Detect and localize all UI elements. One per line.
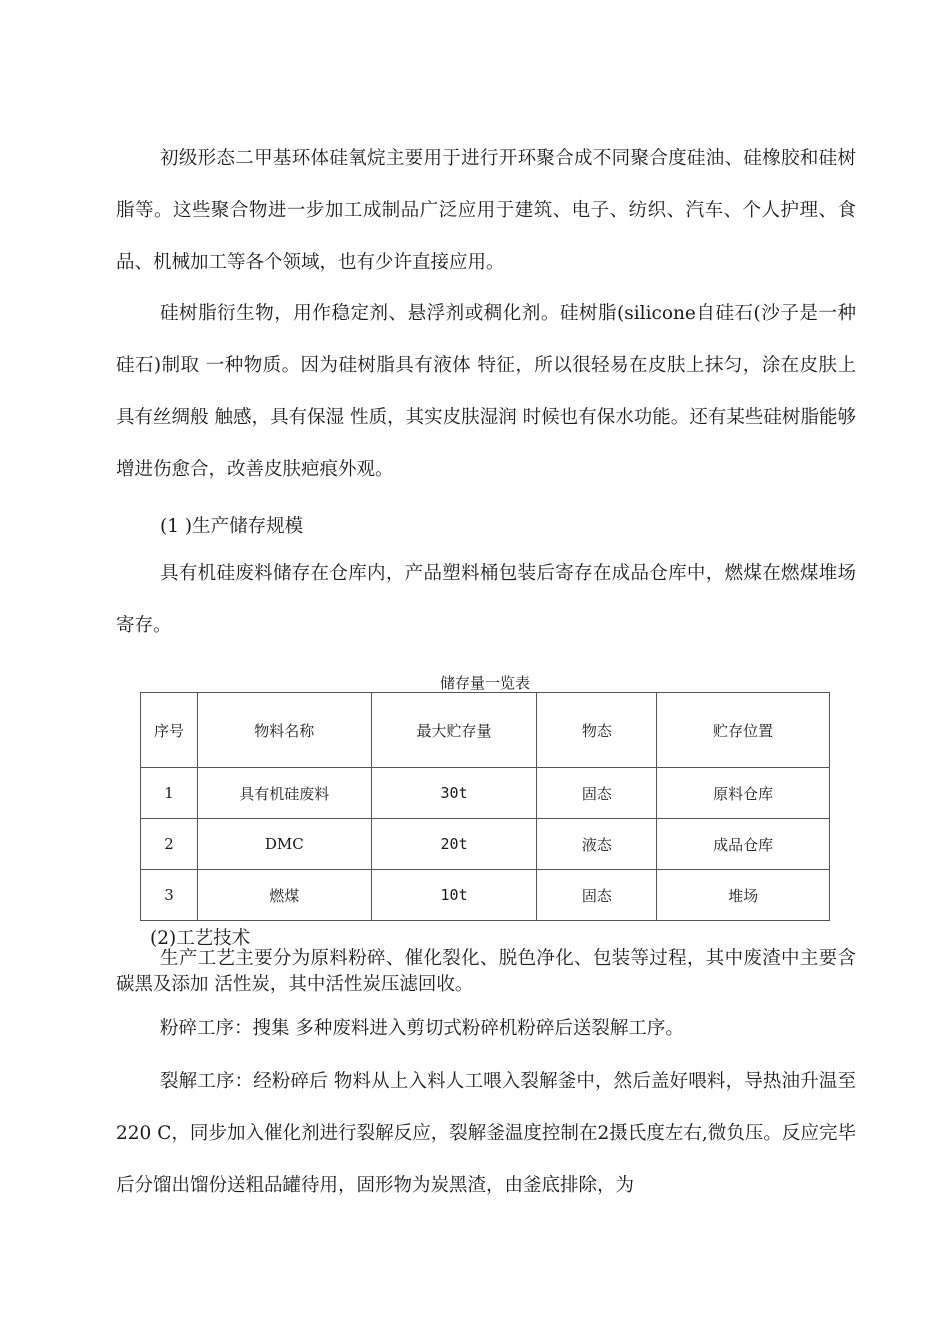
table-row [141,819,830,870]
cell-location: 原料仓库 [657,768,830,819]
table-header-row [141,693,830,768]
table-row [141,870,830,921]
cell-material-name: DMC [197,819,371,870]
paragraph-intro: 初级形态二甲基环体硅氧烷主要用于进行开环聚合成不同聚合度硅油、硅橡胶和硅树脂等。这些聚合物进一步加工成制品广泛应用于建筑、电子、纺织、汽车、个人护理、食品、机械加工等各个领域，也有少许直接应用。 [116,148,856,273]
paragraph-crushing: 粉碎工序：搜集 多种废料进入剪切式粉碎机粉碎后送裂解工序。 [160,1018,684,1039]
paragraph-process: 生产工艺主要分为原料粉碎、催化裂化、脱色净化、包装等过程，其中废渣中主要含碳黑及添加 活性炭，其中活性炭压滤回收。 [116,948,856,995]
header-state: 物态 [537,693,657,768]
cell-location: 成品仓库 [657,819,830,870]
heading-process-tech: (2)工艺技术 [150,928,251,949]
table-caption: 储存量一览表 [439,674,530,692]
cell-max-storage: 30t [371,768,537,819]
header-material-name: 物料名称 [197,693,371,768]
cell-state: 固态 [537,870,657,921]
cell-max-storage: 20t [371,819,537,870]
paragraph-cracking: 裂解工序：经粉碎后 物料从上入料人工喂入裂解釜中，然后盖好喂料，导热油升温至220 C，同步加入催化剂进行裂解反应，裂解釜温度控制在2摄氏度左右,微负压。反应完毕后分馏出馏份送粗品罐待用，固形物为炭黑渣，由釜底排除，为 [116,1071,856,1196]
cell-index: 2 [141,819,198,870]
cell-state: 液态 [537,819,657,870]
cell-state: 固态 [537,768,657,819]
table-row [141,768,830,819]
paragraph-storage: 具有机硅废料储存在仓库内，产品塑料桶包装后寄存在成品仓库中，燃煤在燃煤堆场寄存。 [116,563,856,636]
heading-storage-scale: (1 )生产储存规模 [160,516,304,537]
cell-material-name: 具有机硅废料 [197,768,371,819]
cell-location: 堆场 [657,870,830,921]
cell-index: 1 [141,768,198,819]
header-max-storage: 最大贮存量 [371,693,537,768]
paragraph-silicone: 硅树脂衍生物，用作稳定剂、悬浮剂或稠化剂。硅树脂(silicone自硅石(沙子是一种硅石)制取 一种物质。因为硅树脂具有液体 特征，所以很轻易在皮肤上抹匀，涂在皮肤上具有丝绸般 触感，具有保湿 性质，其实皮肤湿润 时候也有保水功能。还有某些硅树脂能够增进伤愈合，改善皮肤疤痕外观。 [116,303,856,480]
cell-index: 3 [141,870,198,921]
storage-table [140,692,830,921]
cell-max-storage: 10t [371,870,537,921]
header-index: 序号 [141,693,198,768]
cell-material-name: 燃煤 [197,870,371,921]
header-location: 贮存位置 [657,693,830,768]
